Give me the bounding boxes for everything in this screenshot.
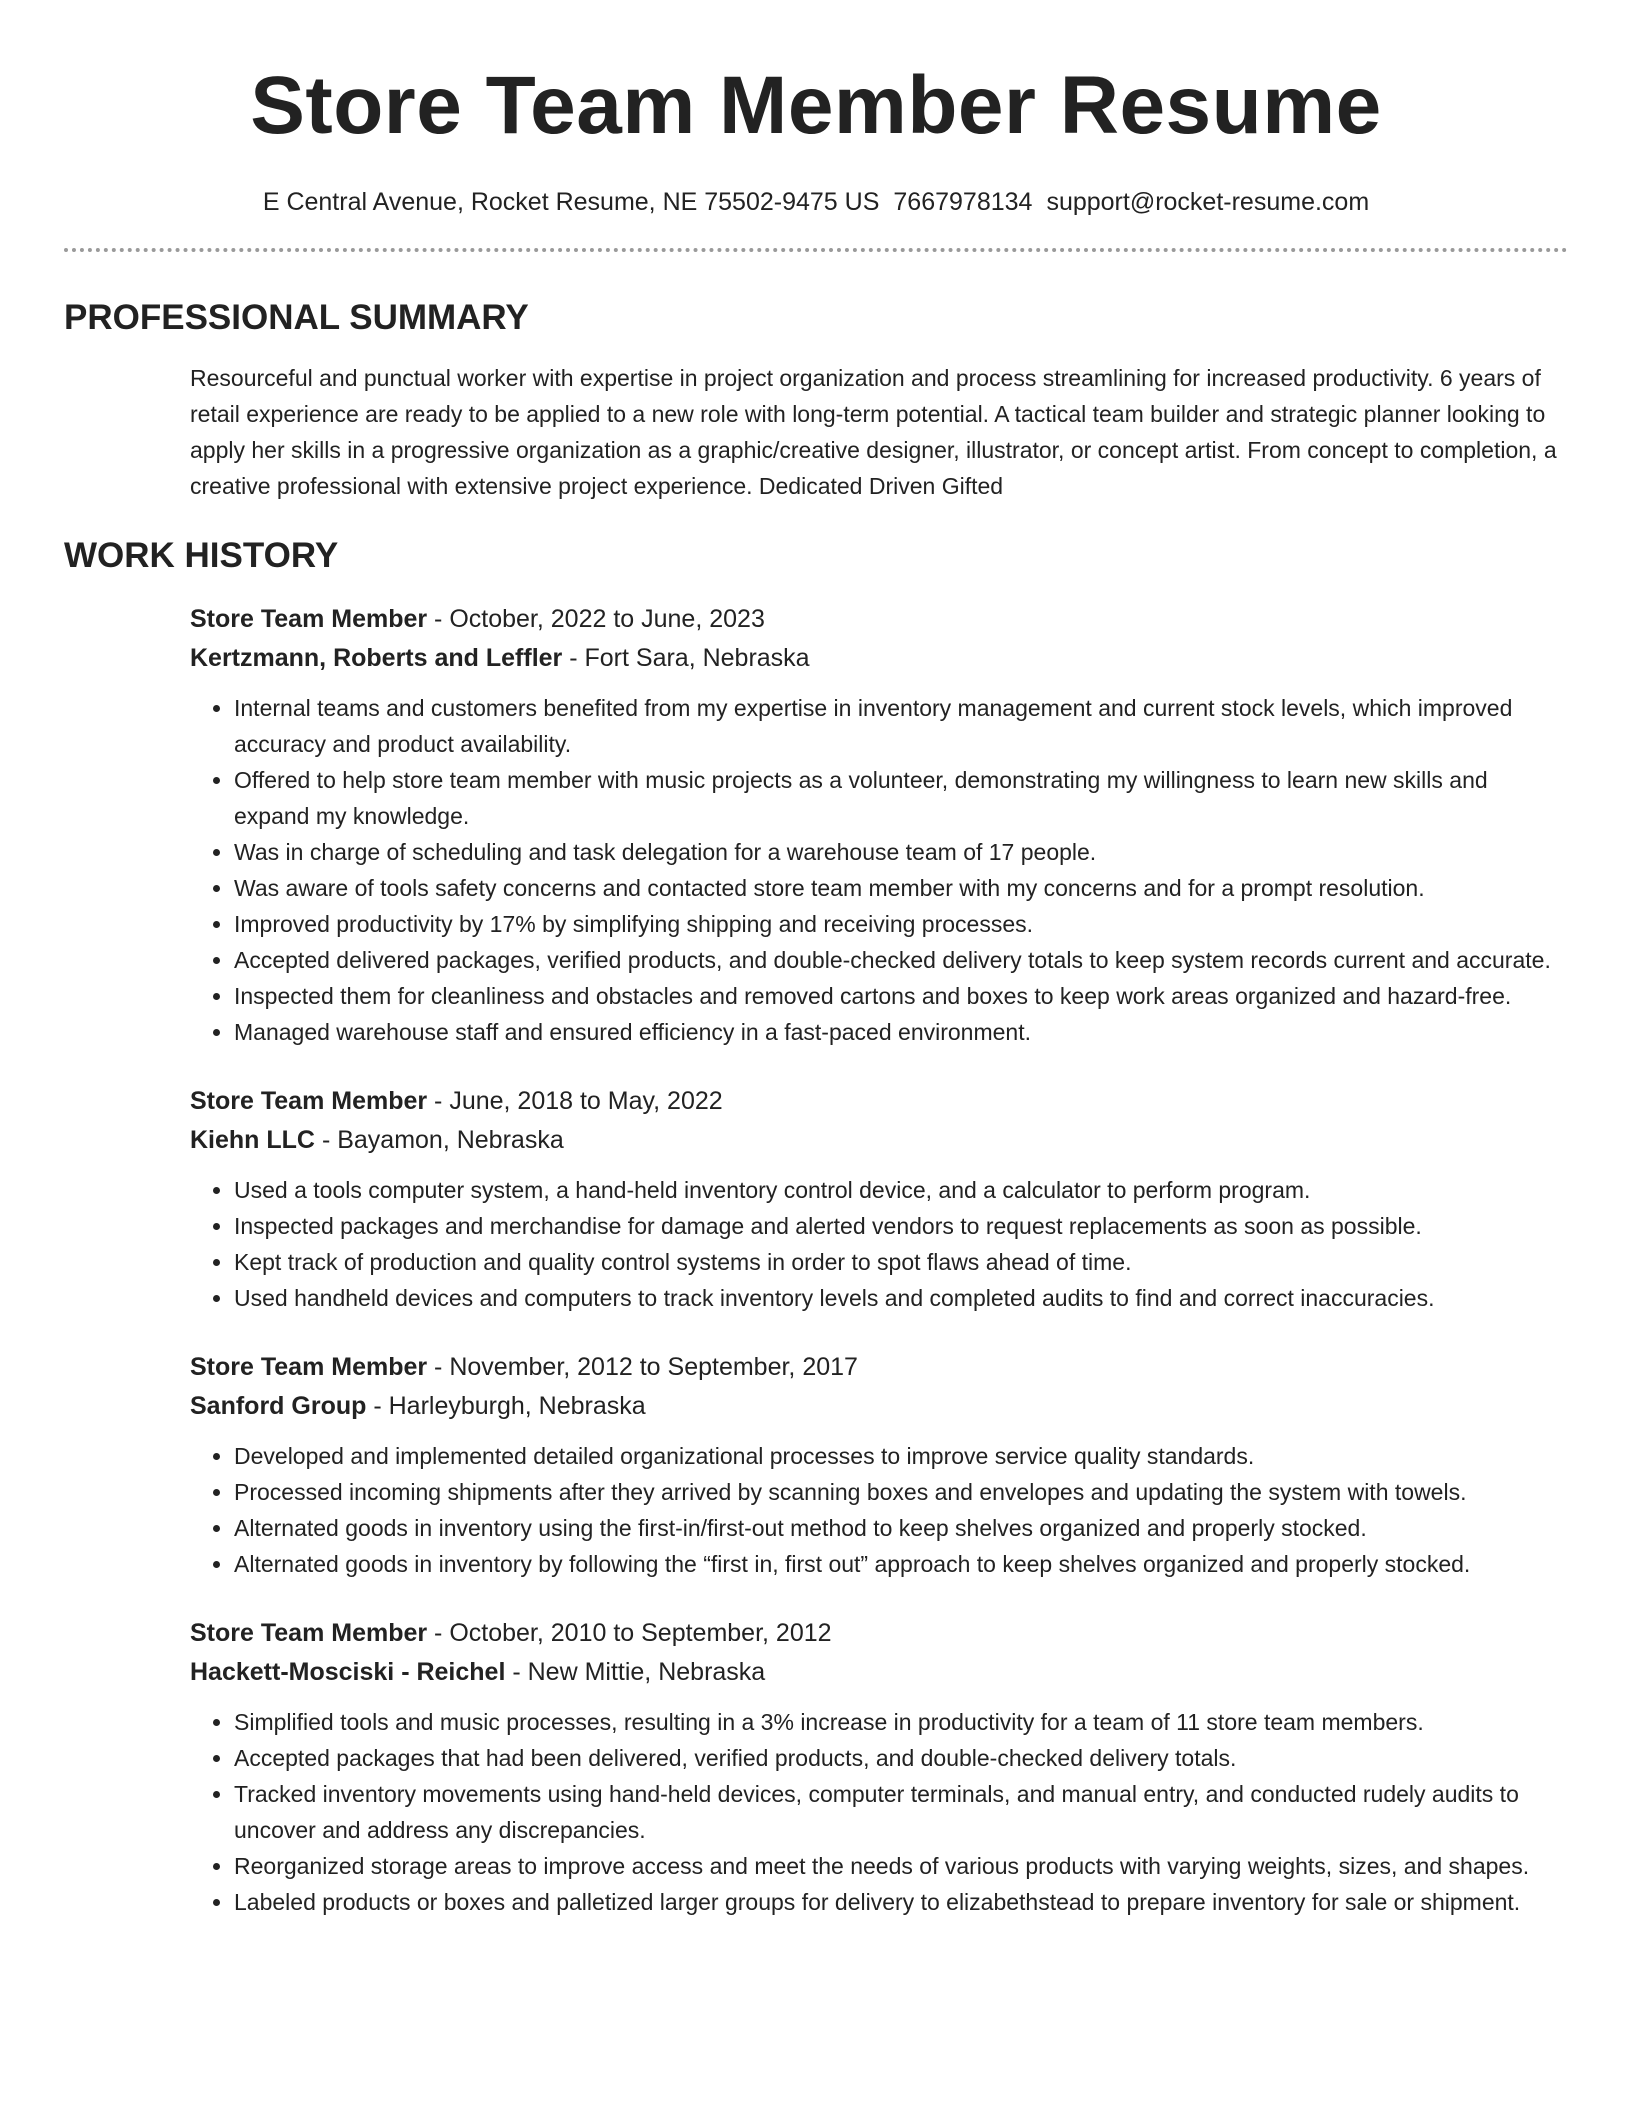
job-entry [190, 1082, 1568, 1316]
summary-text: Resourceful and punctual worker with expertise in project organization and process streamlining for increased productivity. 6 years of retail experience are ready to be applied to a new role with long-term potential. A tactical team builder and strategic planner looking to apply her skills in a progressive organization as a graphic/creative designer, illustrator, or concept artist. From concept to completion, a creative professional with extensive project experience. Dedicated Driven Gifted [190, 365, 1557, 499]
header-divider [64, 248, 1568, 252]
job-company-line [190, 1121, 1568, 1160]
job-bullet: • Kept track of production and quality control systems in order to spot flaws ahead of time. [234, 1244, 1568, 1280]
job-bullet: • Alternated goods in inventory using the first-in/first-out method to keep shelves organized and properly stocked. [234, 1510, 1568, 1546]
job-bullet: • Processed incoming shipments after they arrived by scanning boxes and envelopes and updating the system with towels. [234, 1474, 1568, 1510]
job-title: Store Team Member [190, 605, 428, 633]
job-entry [190, 1614, 1568, 1920]
job-bullets [190, 1438, 1568, 1582]
job-dates: - October, 2022 to June, 2023 [427, 605, 765, 633]
job-bullet: • Alternated goods in inventory by following the “first in, first out” approach to keep shelves organized and properly stocked. [234, 1546, 1568, 1582]
resume-page [64, 0, 1568, 1920]
job-bullet: • Was in charge of scheduling and task delegation for a warehouse team of 17 people. [234, 834, 1568, 870]
job-dates: - June, 2018 to May, 2022 [427, 1087, 723, 1115]
job-location: - Fort Sara, Nebraska [562, 644, 810, 672]
job-location: - Harleyburgh, Nebraska [366, 1392, 646, 1420]
job-bullet: • Used a tools computer system, a hand-held inventory control device, and a calculator to perform program. [234, 1172, 1568, 1208]
job-bullet: • Inspected packages and merchandise for damage and alerted vendors to request replacements as soon as possible. [234, 1208, 1568, 1244]
job-bullet: • Accepted delivered packages, verified products, and double-checked delivery totals to keep system records current and accurate. [234, 942, 1568, 978]
job-bullet: • Improved productivity by 17% by simplifying shipping and receiving processes. [234, 906, 1568, 942]
job-company: Kertzmann, Roberts and Leffler [190, 644, 563, 672]
job-company: Sanford Group [190, 1392, 367, 1420]
job-entry [190, 600, 1568, 1050]
job-bullets [190, 1172, 1568, 1316]
job-title-line [190, 1082, 1568, 1121]
job-dates: - October, 2010 to September, 2012 [427, 1619, 832, 1647]
job-company: Hackett-Mosciski - Reichel [190, 1658, 506, 1686]
job-bullet: • Inspected them for cleanliness and obstacles and removed cartons and boxes to keep work areas organized and hazard-free. [234, 978, 1568, 1014]
job-bullet: • Developed and implemented detailed organizational processes to improve service quality standards. [234, 1438, 1568, 1474]
job-company-line [190, 1387, 1568, 1426]
job-dates: - November, 2012 to September, 2017 [427, 1353, 858, 1381]
job-bullet: • Internal teams and customers benefited from my expertise in inventory management and current stock levels, which improved accuracy and product availability. [234, 690, 1568, 762]
summary-heading: PROFESSIONAL SUMMARY [64, 298, 529, 337]
job-bullet: • Managed warehouse staff and ensured efficiency in a fast-paced environment. [234, 1014, 1568, 1050]
job-company-line [190, 1653, 1568, 1692]
job-bullet: • Labeled products or boxes and palletized larger groups for delivery to elizabethstead to prepare inventory for sale or shipment. [234, 1884, 1568, 1920]
job-title-line [190, 1348, 1568, 1387]
job-location: - Bayamon, Nebraska [315, 1126, 564, 1154]
job-company-line [190, 639, 1568, 678]
contact-email[interactable]: support@rocket-resume.com [1046, 188, 1370, 216]
job-bullet: • Used handheld devices and computers to track inventory levels and completed audits to find and correct inaccuracies. [234, 1280, 1568, 1316]
job-title-line [190, 1614, 1568, 1653]
job-title: Store Team Member [190, 1087, 428, 1115]
resume-title: Store Team Member Resume [250, 60, 1382, 151]
job-bullet: • Tracked inventory movements using hand-held devices, computer terminals, and manual entry, and conducted rudely audits to uncover and address any discrepancies. [234, 1776, 1568, 1848]
job-bullet: • Reorganized storage areas to improve access and meet the needs of various products with varying weights, sizes, and shapes. [234, 1848, 1568, 1884]
job-bullet: • Accepted packages that had been delivered, verified products, and double-checked delivery totals. [234, 1740, 1568, 1776]
job-entry [190, 1348, 1568, 1582]
job-bullet: • Was aware of tools safety concerns and contacted store team member with my concerns and for a prompt resolution. [234, 870, 1568, 906]
job-bullet: • Offered to help store team member with music projects as a volunteer, demonstrating my willingness to learn new skills and expand my knowledge. [234, 762, 1568, 834]
job-company: Kiehn LLC [190, 1126, 315, 1154]
job-title-line [190, 600, 1568, 639]
job-bullet: • Simplified tools and music processes, resulting in a 3% increase in productivity for a team of 11 store team members. [234, 1704, 1568, 1740]
work-history-heading: WORK HISTORY [64, 536, 339, 575]
contact-line [64, 186, 1568, 218]
job-bullets [190, 690, 1568, 1050]
job-location: - New Mittie, Nebraska [505, 1658, 766, 1686]
contact-phone: 7667978134 [893, 188, 1033, 216]
job-bullets [190, 1704, 1568, 1920]
job-title: Store Team Member [190, 1353, 428, 1381]
contact-address: E Central Avenue, Rocket Resume, NE 75502-9475 US [262, 188, 880, 216]
job-title: Store Team Member [190, 1619, 428, 1647]
